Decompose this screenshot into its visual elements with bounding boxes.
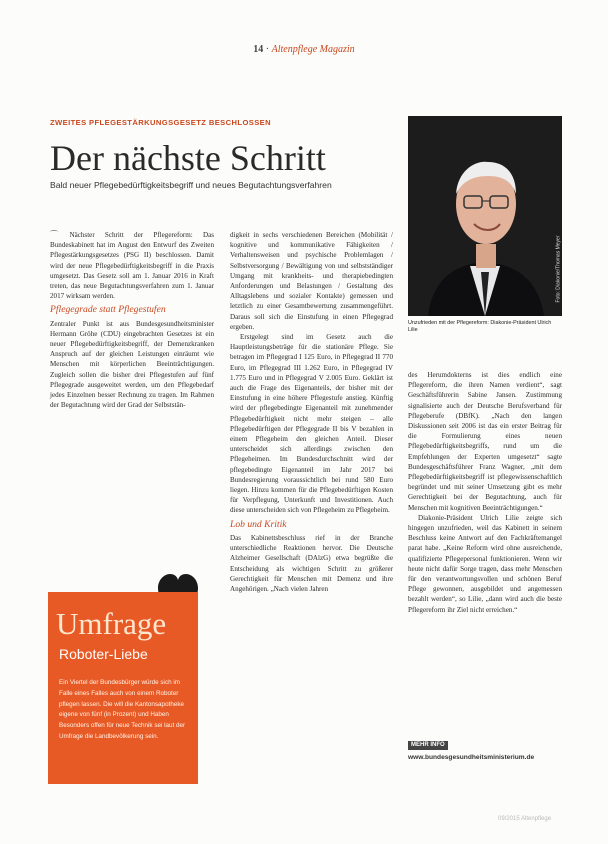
magazine-name: Altenpflege Magazin xyxy=(271,44,355,55)
page-header xyxy=(0,44,608,55)
article-title: Der nächste Schritt xyxy=(50,138,326,178)
paragraph: digkeit in sechs verschiedenen Bereichen (Mobilität / kognitive und kommunikative Fähigkeiten / Verhaltensweisen und psychische Problemlagen / Selbstversorgung / Bewältigung von und selbstständiger Umgang mit krankheits- und therapiebedingten Anforderungen und Belastungen / Gestaltung des Alltagslebens und sozialer Kontakte) gemessen und letztlich zu einer Gesamtbewertung zusammengeführt. Daraus soll sich die Einstufung in einen Pflegegrad ergeben. xyxy=(230,231,393,331)
paragraph: des Herumdokterns ist dies endlich eine Pflegereform, die ihren Namen verdient“, sagt Geschäftsführerin Sabine Jansen. Zustimmung signalisierte auch der Deutsche Berufsverband für Pflegeberufe (DBfK). „Nach den langen Diskussionen seit 2006 ist das ein erster Beitrag für die Formulierung eines neuen Pflegebedürftigkeitsbegriffs, rund um die Empfehlungen der Experten umgesetzt“ sagte Bundesgeschäftsführer Franz Wagner, „mit dem Pflegebedürftigkeitsbegriff ist pflegewissenschaftlich begründet und mit seiner Umsetzung gibt es mehr Gerechtigkeit bei der Begutachtung, auch für Menschen mit kognitiven Beeinträchtigungen.“ xyxy=(408,371,562,512)
photo-caption: Unzufrieden mit der Pflegereform: Diakonie-Präsident Ulrich Lilie xyxy=(408,320,552,333)
section-heading: Lob und Kritik xyxy=(230,518,287,530)
info-link[interactable]: www.bundesgesundheitsministerium.de xyxy=(408,754,535,761)
paragraph: Diakonie-Präsident Ulrich Lilie zeigte sich hingegen unzufrieden, weil das Kabinett in seinem Beschluss keine Antwort auf den Fachkräftemangel parat habe. „Keine Reform wird ohne ausreichende, qualifizierte Pflegepersonal funktionieren. Wenn wir heute nicht dafür Sorge tragen, dass mehr Menschen für den verantwortungsvollen und schönen Beruf Pflege gewonnen, ausgebildet und angemessen bezahlt werden“, so Lilie, „dann wird auch die beste Pflegereform ihr Ziel nicht erreichen.“ xyxy=(408,513,562,614)
portrait-photo xyxy=(408,116,562,316)
portrait-image xyxy=(408,116,562,316)
page-number: 14 xyxy=(253,44,264,55)
paragraph: Das Kabinettsbeschluss rief in der Branche unterschiedliche Reaktionen hervor. Die Deutsche Alzheimer Gesellschaft (DAlzG) etwa begrüßte die Entscheidung als wichtigen Schritt zu größerer Gerechtigkeit für Menschen mit Demenz und ihre Angehörigen. „Nach vielen Jahren xyxy=(230,533,393,593)
paragraph: Zentraler Punkt ist aus Bundesgesundheitsminister Hermann Gröhe (CDU) eingebrachten Gesetzes ist ein neuer Pflegebedürftigkeitsbegriff, der Demenzkranken Anspruch auf der gleichen Leistungen einräumt wie Menschen mit körperlichen Beeinträchtigungen. Zugleich sollen die bisher drei Pflegestufen auf fünf Pflegegrade ausgeweitet werden, um den Pflegebedarf jedes Einzelnen besser Rechnung zu tragen. Im Rahmen der Begutachtung wird der Grad der Selbststän- xyxy=(50,319,214,410)
photo-credit: Foto: Diakonie/Thomas Meyer xyxy=(555,235,562,303)
fish-icon: ⌒ xyxy=(50,230,67,239)
section-heading: Pflegegrade statt Pflegestufen xyxy=(50,304,166,316)
article-column-2 xyxy=(230,230,393,594)
survey-subheading: Roboter-Liebe xyxy=(59,646,148,662)
more-info-badge: MEHR INFO xyxy=(408,741,448,750)
page-footer: 09/2015 Altenpflege xyxy=(498,816,552,822)
survey-heading: Umfrage xyxy=(56,606,167,641)
header-separator: · xyxy=(265,44,270,55)
article-kicker: ZWEITES PFLEGESTÄRKUNGSGESETZ BESCHLOSSEN xyxy=(50,118,272,127)
survey-box xyxy=(48,592,198,784)
article-column-3 xyxy=(408,370,562,615)
article-subtitle: Bald neuer Pflegebedürftigkeitsbegriff und neues Begutachtungsverfahren xyxy=(50,180,332,190)
survey-text: Ein Viertel der Bundesbürger würde sich im Falle eines Falles auch von einem Roboter pflegen lassen. Die will die Kantonsapotheke eigene von fünf (in Prozent) und Haben Besonders offen für neue Technik sei laut der Umfrage die Landbevölkerung sein. xyxy=(59,679,186,740)
paragraph: Erstgelegt sind im Gesetz auch die Hauptleistungsbeträge für die stationäre Pflege. Sie betragen im Pflegegrad I 125 Euro, in Pflegegrad II 770 Euro, im Pflegegrad III 1.262 Euro, in Pflegegrad IV 1.775 Euro und in Pflegegrad V 2.005 Euro. Geklärt ist auch die Frage des Eigenanteils, der bisher mit der Einstufung in eine höhere Pflegestufe anstieg. Künftig wird der pflegebedingte Eigenanteil mit zunehmender Pflegebedürftigkeit nicht mehr steigen – alle Pflegebedürftigen der Pflegegrade II bis V bezahlen in einem Pflegeheim den gleichen Anteil. Dieser unterscheidet sich allerdings zwischen den Pflegeheimen. Im Bundesdurchschnitt wird der pflegebedingte Eigenanteil im Jahr 2017 bei Bundesregierung voraussichtlich bei rund 580 Euro liegen. Hinzu kommen für die Pflegebedürftigen Kosten für Verpflegung, Unterkunft und Investitionen. Auch diese unterscheiden sich von Pflegeheim zu Pflegeheim. xyxy=(230,333,393,515)
paragraph: ⌒ Nächster Schritt der Pflegereform: Das Bundeskabinett hat im August den Entwurf des Zweiten Pflegestärkungsgesetzes (PSG II) beschlossen. Damit wird der neue Pflegebedürftigkeitsbegriff in die Praxis umgesetzt. Das Gesetz soll am 1. Januar 2016 in Kraft treten, das neue Begutachtungsverfahren zum 1. Januar 2017 wirksam werden. xyxy=(50,230,215,301)
article-column-1 xyxy=(50,230,214,410)
